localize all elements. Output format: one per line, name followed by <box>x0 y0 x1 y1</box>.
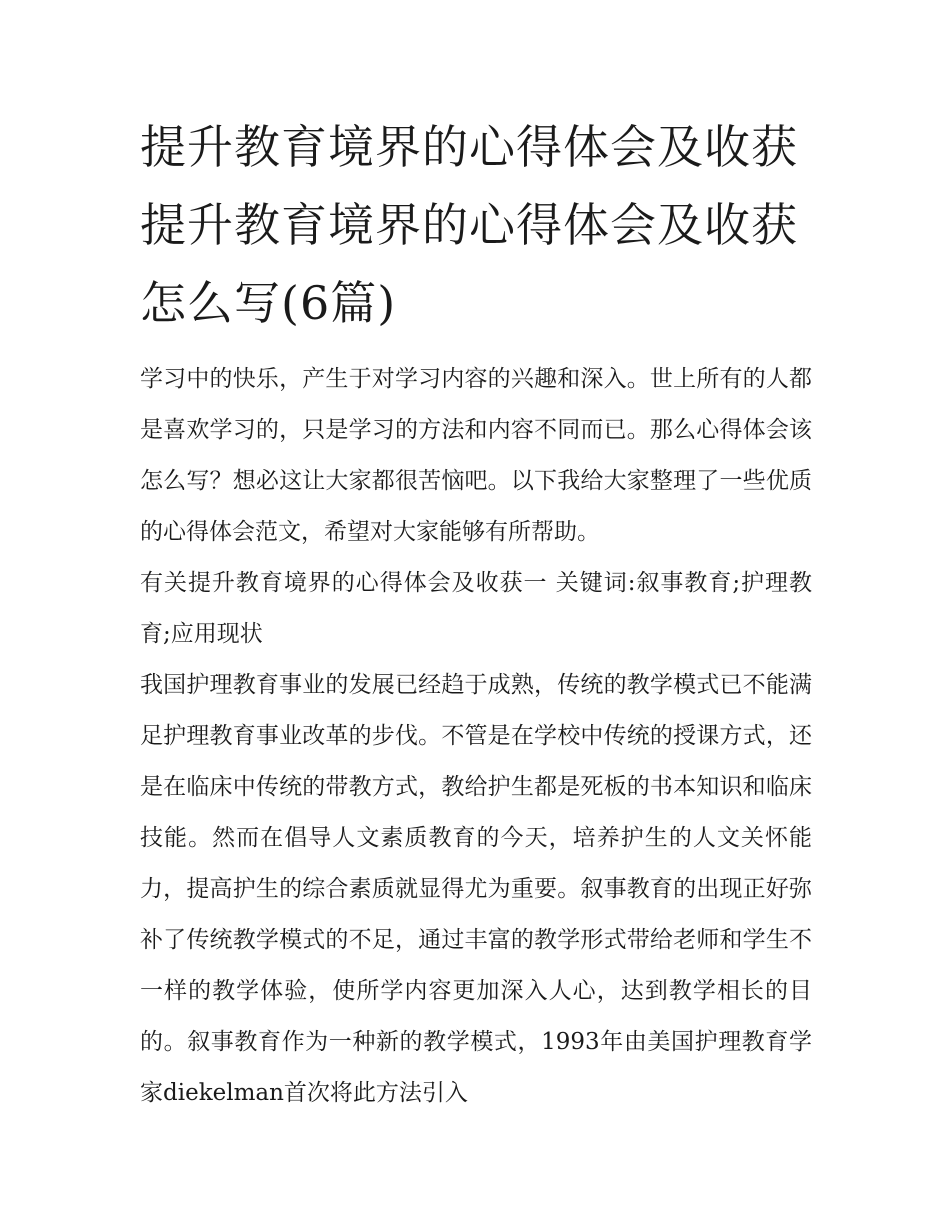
document-page <box>140 108 812 1119</box>
section-heading-paragraph: 有关提升教育境界的心得体会及收获一 关键词:叙事教育;护理教育;应用现状 <box>140 570 812 647</box>
document-body <box>140 354 812 1119</box>
document-title: 提升教育境界的心得体会及收获 提升教育境界的心得体会及收获怎么写(6篇) <box>140 120 798 330</box>
intro-paragraph: 学习中的快乐，产生于对学习内容的兴趣和深入。世上所有的人都是喜欢学习的，只是学习的方法和内容不同而已。那么心得体会该怎么写？想必这让大家都很苦恼吧。以下我给大家整理了一些优质的心得体会范文，希望对大家能够有所帮助。 <box>140 366 812 545</box>
body-paragraph: 我国护理教育事业的发展已经趋于成熟，传统的教学模式已不能满足护理教育事业改革的步伐。不管是在学校中传统的授课方式，还是在临床中传统的带教方式，教给护生都是死板的书本知识和临床技能。然而在倡导人文素质教育的今天，培养护生的人文关怀能力，提高护生的综合素质就显得尤为重要。叙事教育的出现正好弥补了传统教学模式的不足，通过丰富的教学形式带给老师和学生不一样的教学体验，使所学内容更加深入人心，达到教学相长的目的。叙事教育作为一种新的教学模式，1993年由美国护理教育学家diekelman首次将此方法引入 <box>140 672 812 1106</box>
